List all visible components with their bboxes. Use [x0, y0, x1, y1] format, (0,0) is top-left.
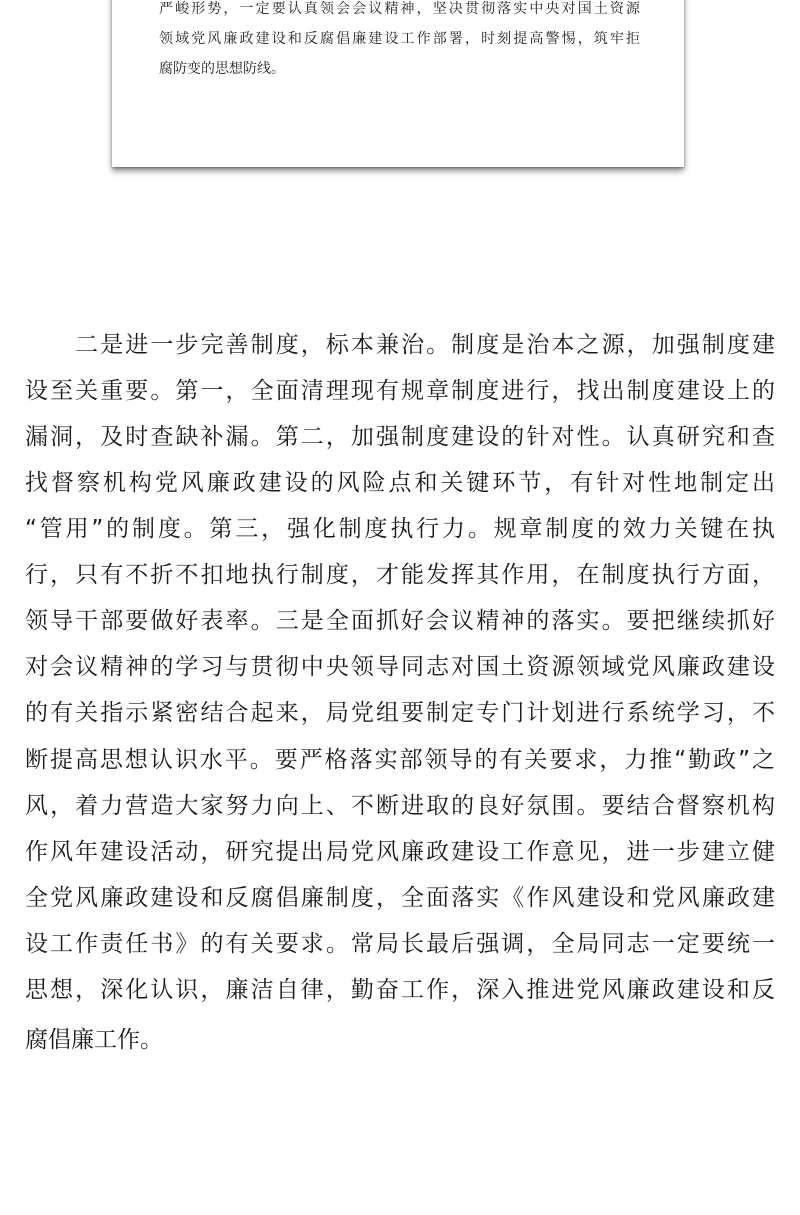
paragraph-line: 二是进一步完善制度，标本兼治。制度是治本之源，加强制度建: [25, 332, 775, 358]
document-page-card: [112, 0, 684, 167]
paragraph-line: 思想，深化认识，廉洁自律，勤奋工作，深入推进党风廉政建设和反: [25, 977, 775, 1003]
paragraph-line: 断提高思想认识水平。要严格落实部领导的有关要求，力推“勤政”之: [25, 747, 775, 773]
card-text-line: 严峻形势，一定要认真领会会议精神，坚决贯彻落实中央对国土资源: [159, 1, 640, 17]
paragraph-line: 风，着力营造大家努力向上、不断进取的良好氛围。要结合督察机构: [25, 793, 775, 819]
paragraph-line: 漏洞，及时查缺补漏。第二，加强制度建设的针对性。认真研究和查: [25, 424, 775, 450]
paragraph-line: 找督察机构党风廉政建设的风险点和关键环节，有针对性地制定出: [25, 470, 775, 496]
paragraph-line: 领导干部要做好表率。三是全面抓好会议精神的落实。要把继续抓好: [25, 608, 775, 634]
paragraph-line: “管用”的制度。第三，强化制度执行力。规章制度的效力关键在执: [25, 516, 775, 542]
paragraph-line: 设工作责任书》的有关要求。常局长最后强调，全局同志一定要统一: [25, 931, 775, 957]
paragraph-line: 腐倡廉工作。: [25, 1027, 163, 1053]
paragraph-line: 行，只有不折不扣地执行制度，才能发挥其作用，在制度执行方面，: [25, 562, 775, 588]
card-text-line: 腐防变的思想防线。: [159, 61, 285, 77]
paragraph-line: 设至关重要。第一，全面清理现有规章制度进行，找出制度建设上的: [25, 378, 775, 404]
paragraph-line: 作风年建设活动，研究提出局党风廉政建设工作意见，进一步建立健: [25, 839, 775, 865]
card-text-line: 领域党风廉政建设和反腐倡廉建设工作部署，时刻提高警惕，筑牢拒: [159, 31, 640, 47]
paragraph-line: 的有关指示紧密结合起来，局党组要制定专门计划进行系统学习，不: [25, 700, 775, 726]
paragraph-line: 全党风廉政建设和反腐倡廉制度，全面落实《作风建设和党风廉政建: [25, 885, 775, 911]
paragraph-line: 对会议精神的学习与贯彻中央领导同志对国土资源领域党风廉政建设: [25, 654, 775, 680]
